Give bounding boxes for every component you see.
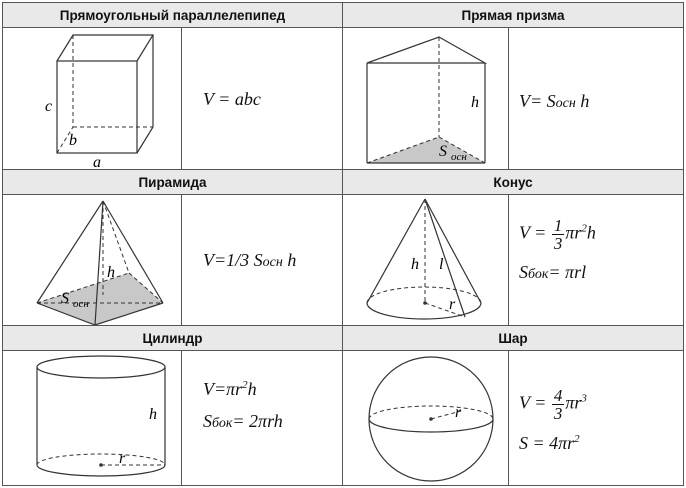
title-prism: Прямая призма — [461, 7, 565, 23]
title-cylinder: Цилиндр — [142, 330, 203, 346]
cone-figure — [353, 195, 503, 325]
fraction: $\frac{1}{3}$ — [553, 216, 563, 253]
inner-divider — [181, 350, 182, 485]
title-pyramid: Пирамида — [138, 174, 207, 190]
formula-sphere-surface: $S = 4\pi r^2$ — [519, 433, 580, 453]
label-base: S — [439, 143, 447, 160]
label-r: r — [449, 296, 456, 313]
label-r: r — [119, 450, 126, 467]
header-pyramid — [3, 169, 342, 195]
label-h: h — [107, 264, 115, 281]
header-prism — [343, 3, 683, 28]
title-box: Прямоугольный параллелепипед — [59, 7, 286, 23]
formula-pyramid: V=1/3 Sосн h — [203, 250, 297, 270]
formula-prism: V= Sосн h — [519, 91, 590, 111]
parallelepiped-figure — [33, 31, 173, 169]
formula-box: V = abc — [203, 89, 261, 109]
formula-cone-lateral: Sбок= πrl — [519, 262, 587, 282]
formula-cone-volume: V = $\frac{1}{3}$ $\pi r^2h$ — [519, 216, 596, 253]
pyramid-figure — [33, 197, 173, 325]
header-cylinder — [3, 325, 342, 351]
header-sphere — [343, 325, 683, 351]
sphere-figure — [357, 353, 505, 485]
inner-divider — [181, 28, 182, 169]
label-h: h — [411, 256, 419, 273]
formula-table — [2, 2, 684, 486]
label-h: h — [471, 94, 479, 111]
inner-divider — [508, 28, 509, 169]
header-box — [3, 3, 342, 28]
inner-divider — [508, 350, 509, 485]
formula-cylinder-lateral: Sбок= 2πrh — [203, 411, 283, 431]
fraction: $\frac{4}{3}$ — [553, 386, 563, 423]
label-base-sub: осн — [451, 151, 467, 163]
formula-sphere-volume: V = $\frac{4}{3}$ $\pi r^3$ — [519, 386, 587, 423]
inner-divider — [508, 194, 509, 325]
column-divider — [342, 3, 343, 485]
label-a: a — [93, 154, 101, 169]
title-sphere: Шар — [498, 330, 528, 346]
cylinder-figure — [33, 353, 178, 485]
label-c: c — [45, 98, 53, 115]
formula-cylinder-volume: $V=\pi r^2h$ — [203, 379, 257, 399]
header-cone — [343, 169, 683, 195]
inner-divider — [181, 194, 182, 325]
label-h: h — [149, 406, 157, 423]
title-cone: Конус — [493, 174, 533, 190]
label-r: r — [455, 404, 462, 421]
label-base: S — [61, 290, 69, 307]
label-base-sub: осн — [73, 298, 89, 310]
prism-figure — [357, 31, 507, 169]
label-b: b — [69, 132, 77, 149]
label-l: l — [439, 256, 444, 273]
